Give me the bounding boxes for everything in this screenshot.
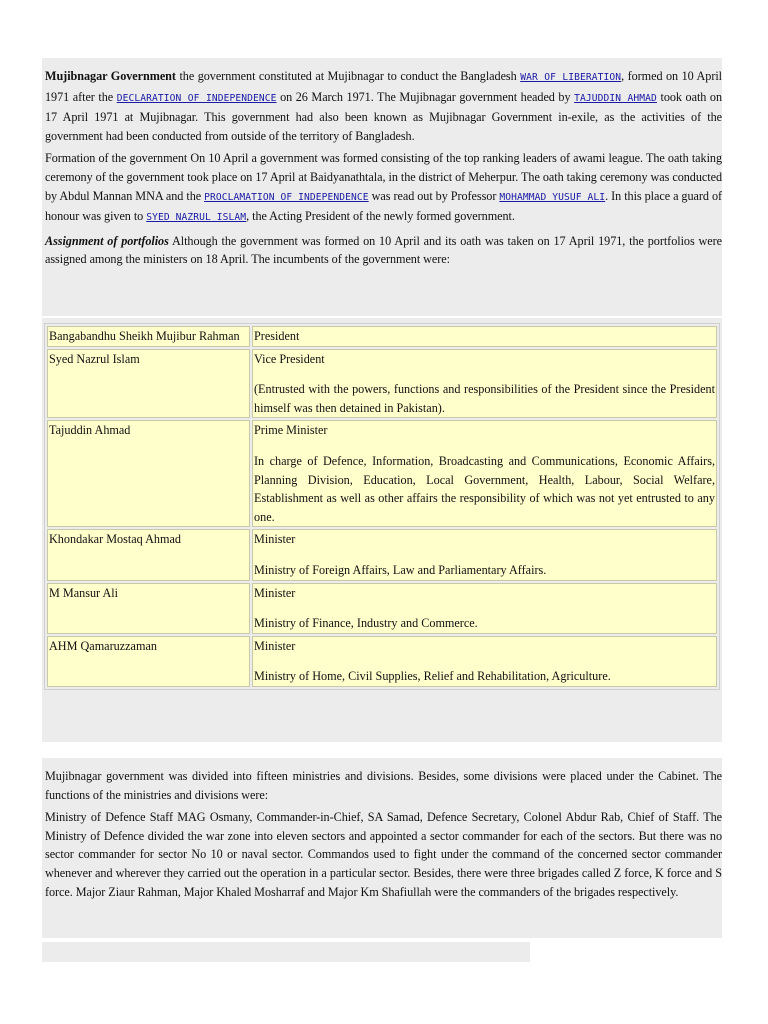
minister-portfolio: In charge of Defence, Information, Broadcasting and Communications, Economic Affairs, Planning Division, Education, Local Government, Health, Labour, Social Welfare, Establishment as well as other affairs the responsibility of which was not yet entrusted to any one. [254, 453, 715, 524]
minister-role: President [254, 329, 300, 343]
minister-role: Minister [254, 638, 296, 653]
minister-role: Minister [254, 585, 296, 600]
table-row [47, 326, 717, 347]
table-row [47, 420, 717, 527]
link-tajuddin-ahmad[interactable]: TAJUDDIN AHMAD [574, 92, 657, 104]
minister-portfolio: (Entrusted with the powers, functions and responsibilities of the President since the President himself was then detained in Pakistan). [254, 382, 715, 415]
link-war-of-liberation[interactable]: WAR OF LIBERATION [520, 72, 622, 83]
ministries-paragraph: Mujibnagar government was divided into fifteen ministries and divisions. Besides, some divisions were placed under the Cabinet. The functions of the ministries and divisions were: [45, 769, 722, 802]
assignment-paragraph [45, 232, 722, 269]
minister-role-cell [252, 349, 717, 419]
minister-role: Minister [254, 532, 296, 547]
minister-name: Bangabandhu Sheikh Mujibur Rahman [47, 326, 250, 347]
minister-name: M Mansur Ali [47, 583, 250, 634]
intro-section [42, 58, 722, 316]
link-proclamation-of-independence[interactable]: PROCLAMATION OF INDEPENDENCE [204, 191, 369, 203]
portfolio-table [44, 323, 720, 690]
link-mohammad-yusuf-ali[interactable]: MOHAMMAD YUSUF ALI [499, 191, 606, 203]
formation-text-3: . In this place a guard of honour was given to [45, 188, 722, 224]
footer-bar [42, 942, 530, 962]
formation-text-4: , the Acting President of the newly formed government. [246, 209, 515, 224]
minister-name: AHM Qamaruzzaman [47, 636, 250, 687]
formation-paragraph [45, 149, 722, 227]
minister-name: Syed Nazrul Islam [47, 349, 250, 419]
ministries-section [42, 758, 722, 938]
minister-name: Tajuddin Ahmad [47, 420, 250, 527]
link-declaration-of-independence[interactable]: DECLARATION OF INDEPENDENCE [116, 92, 277, 104]
minister-role-cell [252, 326, 717, 347]
table-row [47, 583, 717, 634]
table-row [47, 349, 717, 419]
formation-text-2: was read out by Professor [368, 188, 500, 203]
intro-text-1: the government constituted at Mujibnagar to conduct the Bangladesh [175, 69, 521, 83]
minister-portfolio: Ministry of Home, Civil Supplies, Relief and Rehabilitation, Agriculture. [254, 669, 611, 684]
defence-paragraph: Ministry of Defence Staff MAG Osmany, Commander-in-Chief, SA Samad, Defence Secretary, Colonel Abdur Rab, Chief of Staff. The Ministry of Defence divided the war zone into eleven sectors and appointed a sector commander for each of the sectors. But there was no sector commander for sector No 10 or naval sector. Commandos used to fight under the command of the concerned sector commander whenever and wherever they carried out the operation in a particular sector. Besides, there were three brigades called Z force, K force and S force. Major Ziaur Rahman, Major Khaled Mosharraf and Major Km Shafiullah were the commanders of the brigades respectively. [45, 810, 722, 899]
intro-text-3: on 26 March 1971. The Mujibnagar government headed by [276, 89, 575, 104]
minister-name: Khondakar Mostaq Ahmad [47, 529, 250, 580]
formation-text-1: Formation of the government On 10 April a government was formed consisting of the top ranking leaders of awami league. The oath taking ceremony of the government took place on 17 April at Baidyanathtala, in the district of Meherpur. The oath taking ceremony was conducted by Abdul Mannan MNA and the [45, 151, 722, 203]
minister-portfolio: Ministry of Foreign Affairs, Law and Parliamentary Affairs. [254, 562, 547, 577]
intro-title: Mujibnagar Government [45, 69, 176, 83]
intro-text-2: , formed on 10 April 1971 after the [45, 69, 723, 104]
table-row [47, 636, 717, 687]
intro-paragraph [45, 67, 722, 145]
minister-role-cell [252, 583, 717, 634]
link-syed-nazrul-islam[interactable]: SYED NAZRUL ISLAM [146, 212, 247, 224]
assignment-text: Although the government was formed on 10 April and its oath was taken on 17 April 1971, the portfolios were assigned among the ministers on 18 April. The incumbents of the government were: [45, 233, 722, 267]
minister-role-cell [252, 420, 717, 527]
minister-role-cell [252, 529, 717, 580]
assignment-title: Assignment of portfolios [45, 233, 169, 248]
table-row [47, 529, 717, 580]
minister-role-cell [252, 636, 717, 687]
minister-portfolio: Ministry of Finance, Industry and Commerce. [254, 616, 478, 631]
portfolio-section [42, 318, 722, 742]
minister-role: Vice President [254, 351, 325, 366]
minister-role: Prime Minister [254, 423, 328, 438]
intro-text-4: took oath on 17 April 1971 at Mujibnagar. This government had also been known as Mujibnagar Government in-exile, as the activities of the government had been conducted from outside of the territory of Bangladesh. [45, 89, 722, 143]
